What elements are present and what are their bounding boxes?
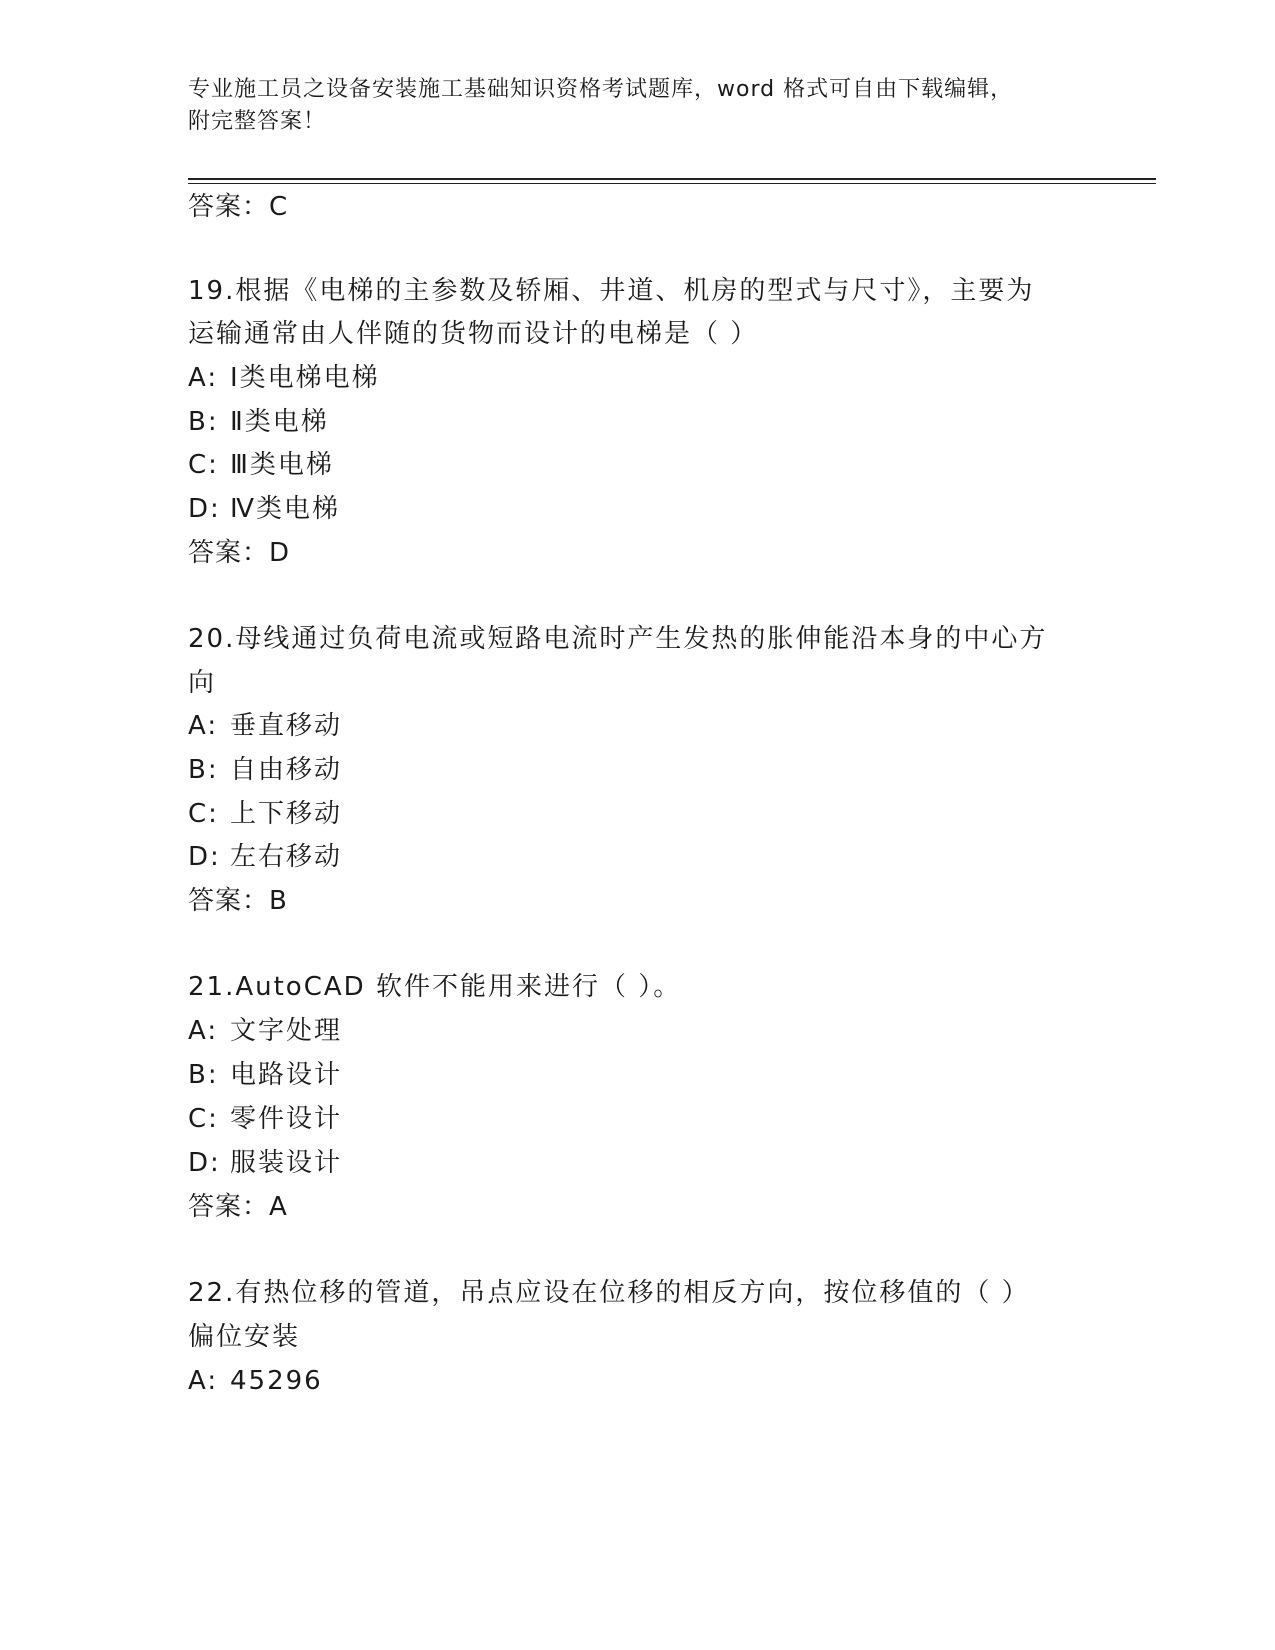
question-22-option-a: [188, 1364, 323, 1398]
option-text: 电路设计: [230, 1060, 343, 1090]
question-19-option-a: [188, 361, 380, 395]
header-line-2: 附完整答案！: [188, 109, 327, 134]
option-text: 文字处理: [230, 1016, 343, 1046]
question-20-option-c: [188, 797, 342, 831]
option-text: 零件设计: [230, 1104, 343, 1134]
question-20-stem-line-1: 20.母线通过负荷电流或短路电流时产生发热的胀伸能沿本身的中心方: [188, 624, 1048, 654]
question-21-option-a: [188, 1014, 342, 1048]
question-19-option-c: [188, 448, 334, 482]
question-21-option-d: [188, 1146, 342, 1180]
option-text: 45296: [230, 1366, 323, 1396]
question-20-option-b: [188, 753, 342, 787]
question-19-stem-line-1: 19.根据《电梯的主参数及轿厢、井道、机房的型式与尺寸》，主要为: [188, 276, 1035, 306]
question-19-option-d: [188, 492, 340, 526]
option-label: D:: [188, 494, 221, 524]
option-label: A:: [188, 711, 219, 741]
option-label: B:: [188, 407, 219, 437]
option-text: 垂直移动: [230, 711, 343, 741]
option-text: 自由移动: [230, 755, 343, 785]
option-label: C:: [188, 1104, 219, 1134]
option-text: 左右移动: [230, 842, 343, 872]
question-19-stem-line-2: 运输通常由人伴随的货物而设计的电梯是（ ）: [188, 319, 759, 349]
option-label: A:: [188, 1366, 219, 1396]
option-label: D:: [188, 842, 221, 872]
header-rule-thin: [188, 183, 1156, 184]
question-21-option-b: [188, 1058, 342, 1092]
option-label: C:: [188, 450, 219, 480]
option-text: Ⅰ类电梯电梯: [230, 363, 380, 393]
option-text: Ⅳ类电梯: [230, 494, 340, 524]
option-text: Ⅱ类电梯: [230, 407, 329, 437]
question-21-option-c: [188, 1102, 342, 1136]
option-text: 上下移动: [230, 799, 343, 829]
option-label: B:: [188, 1060, 219, 1090]
question-20-option-d: [188, 840, 342, 874]
header-line-1: 专业施工员之设备安装施工基础知识资格考试题库，word 格式可自由下载编辑，: [188, 77, 1014, 102]
question-22-stem-line-1: 22.有热位移的管道，吊点应设在位移的相反方向，按位移值的（ ）: [188, 1278, 1030, 1308]
document-header: [188, 74, 1088, 138]
question-19-answer: 答案：D: [188, 538, 291, 568]
option-label: D:: [188, 1148, 221, 1178]
question-20-option-a: [188, 709, 342, 743]
question-19-option-b: [188, 405, 329, 439]
question-22-stem-line-2: 偏位安装: [188, 1322, 301, 1352]
option-label: A:: [188, 363, 219, 393]
option-text: Ⅲ类电梯: [230, 450, 334, 480]
option-label: A:: [188, 1016, 219, 1046]
option-label: B:: [188, 755, 219, 785]
question-21-answer: 答案：A: [188, 1192, 288, 1222]
question-20-answer: 答案：B: [188, 886, 288, 916]
option-text: 服装设计: [230, 1148, 343, 1178]
question-20-stem-line-2: 向: [188, 668, 217, 698]
previous-answer: 答案：C: [188, 192, 289, 222]
header-rule-thick: [188, 178, 1156, 180]
option-label: C:: [188, 799, 219, 829]
question-21-stem-line-1: 21.AutoCAD 软件不能用来进行（ ）。: [188, 972, 682, 1002]
